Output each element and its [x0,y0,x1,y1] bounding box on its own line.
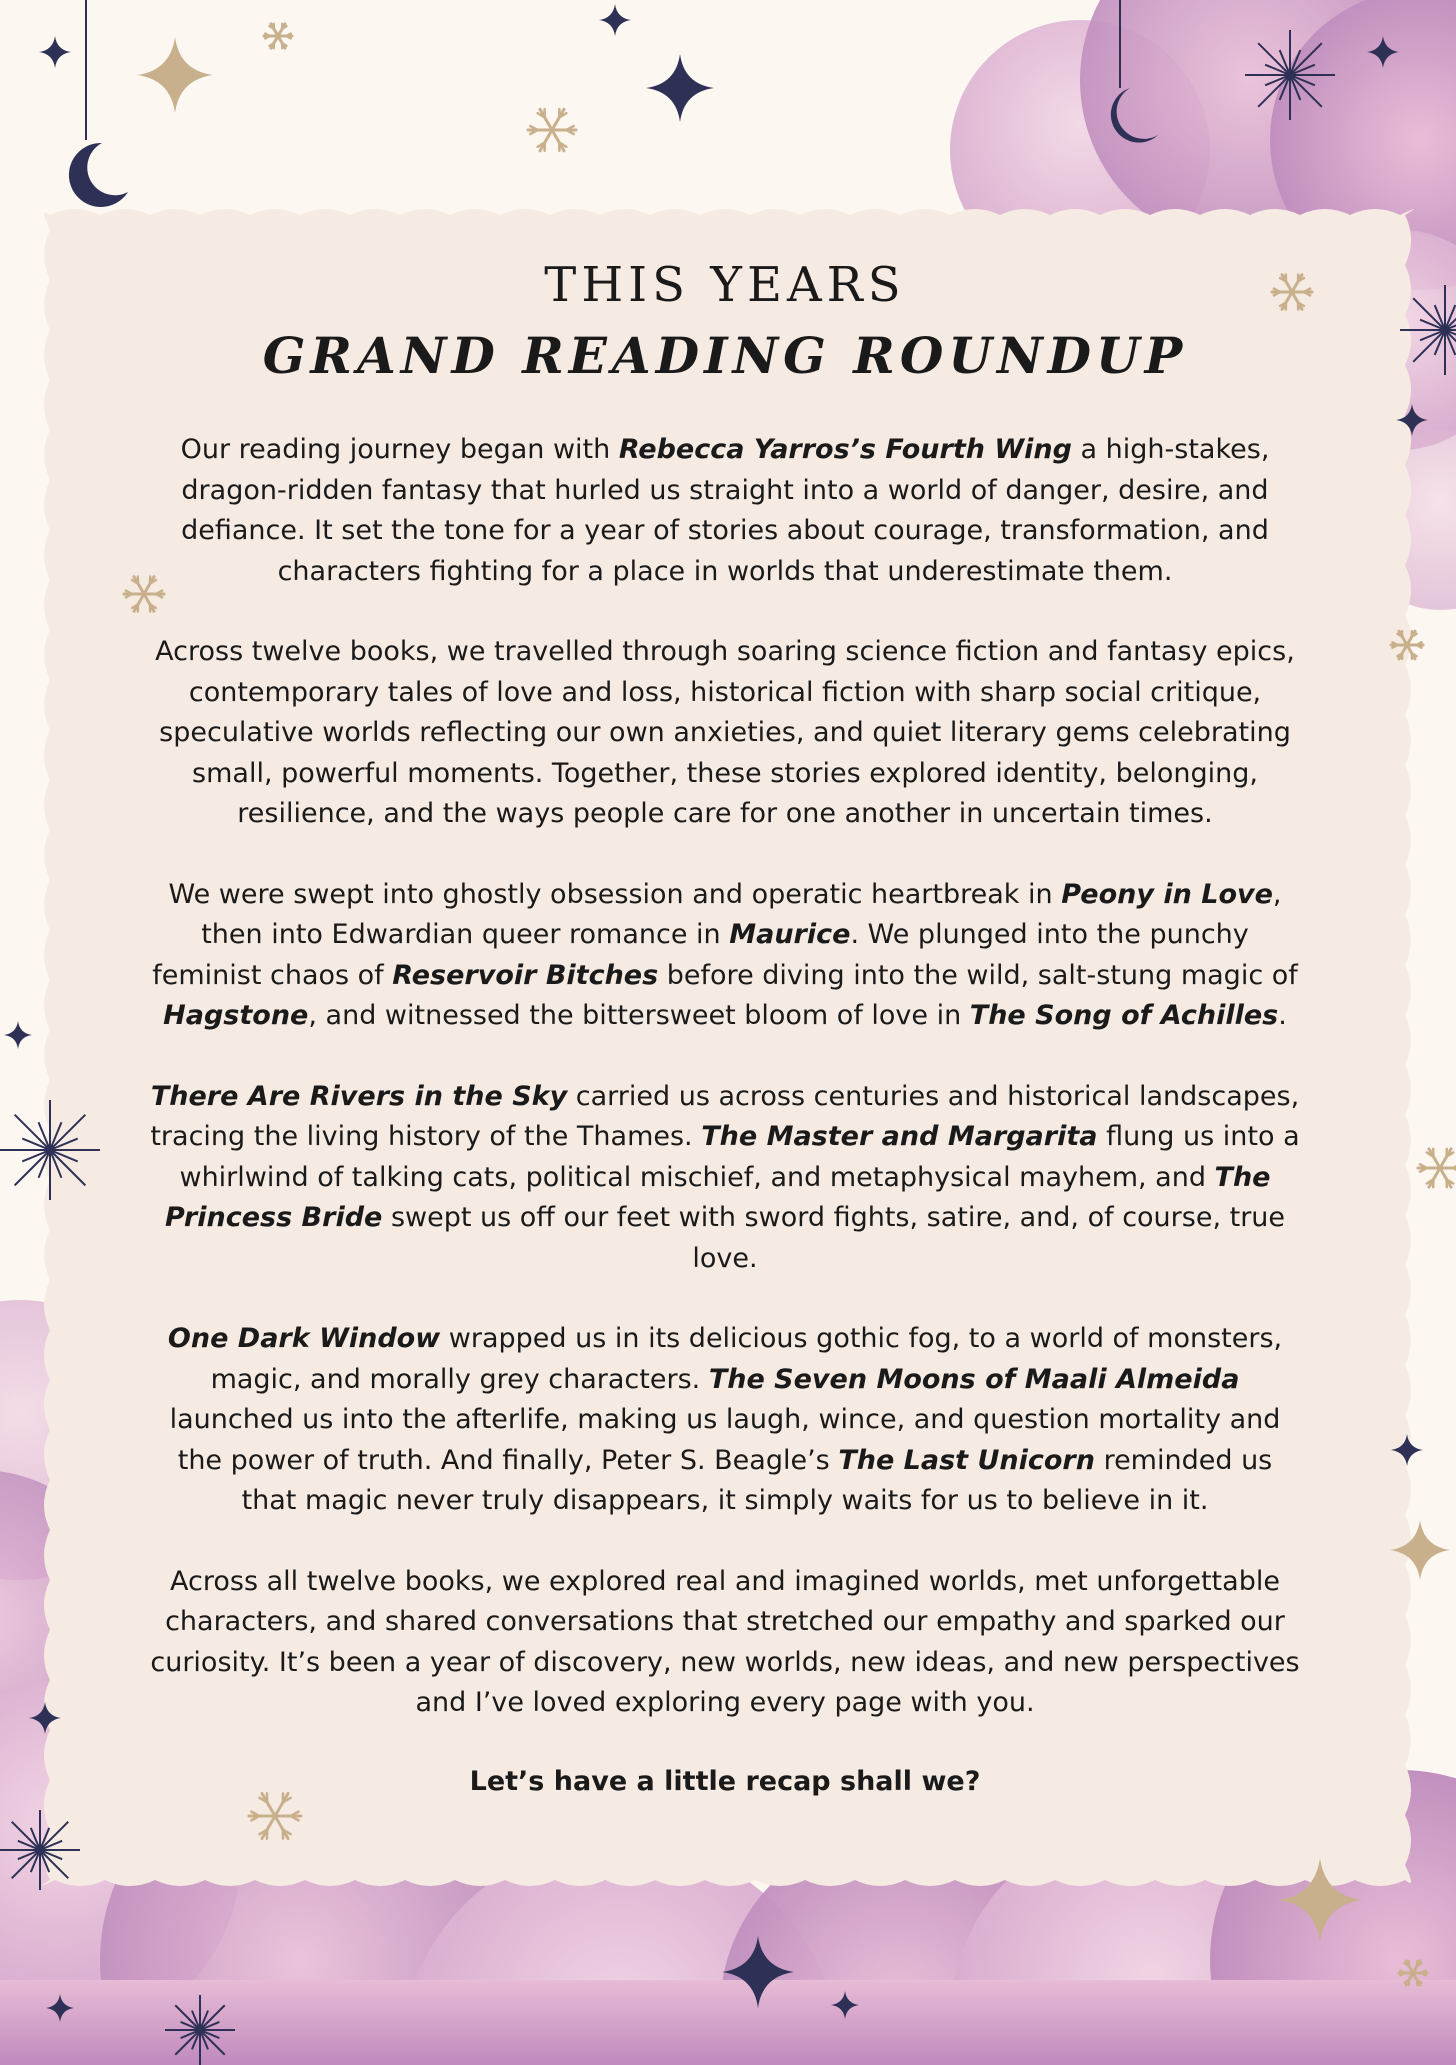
snowflake-icon [264,24,292,48]
crescent-moon-icon [69,0,128,207]
snowflake-icon [1418,1149,1456,1187]
paragraph-text: flung us into a whirlwind of talking cats, political mischief, and metaphysical mayhem, and [179,1121,1300,1193]
paragraph-text: Our reading journey began with [180,434,619,465]
book-title: One Dark Window [167,1323,441,1354]
title-line-2: GRAND READING ROUNDUP [262,326,1188,385]
paragraph-text: . We plunged into the punchy feminist chaos of [152,919,1249,991]
paragraph-text: reminded us that magic never truly disappears, it simply waits for us to believe in it. [241,1444,1273,1516]
book-title: Hagstone [163,1000,309,1031]
book-title: The Master and Margarita [701,1121,1098,1152]
paragraph-text: , and witnessed the bittersweet bloom of love in [308,1000,970,1031]
paragraph-romance [150,875,1300,1037]
paragraph-text: Across twelve books, we travelled through soaring science fiction and fantasy epics, contemporary tales of love and loss, historical fiction with sharp social critique, speculative worlds reflecting our own anxieties, and quiet literary gems celebrating small, powerful moments. Together, these stories explored identity, belonging, resilience, and the ways people care for one another in uncertain times. [155,636,1295,829]
title-line-1: THIS YEARS [544,257,906,313]
starburst-icon [0,1810,80,1890]
paragraph-text: carried us across centuries and historical landscapes, tracing the living history of the Thames. [150,1080,1300,1152]
paragraph-text: , then into Edwardian queer romance in [201,878,1282,950]
book-title: Peony in Love [1061,878,1273,910]
book-title: The Seven Moons of Maali Almeida [708,1363,1240,1395]
paragraph-genres [150,632,1300,835]
starburst-icon [1245,30,1335,120]
book-title: Reservoir Bitches [392,959,659,991]
paragraph-text: swept us off our feet with sword fights, satire, and, of course, true love. [382,1202,1286,1274]
paragraph-text: before diving into the wild, salt-stung magic of [658,959,1298,991]
starburst-icon [0,1100,100,1200]
sparkle-star-icon [646,54,714,122]
paragraph-text: Across all twelve books, we explored real and imagined worlds, met unforgettable characters, and shared conversations that stretched our empathy and sparked our curiosity. It’s been a year of discovery, new worlds, new ideas, and new perspectives and I’ve loved exploring every page with you. [150,1565,1300,1718]
book-title: Maurice [729,919,851,950]
paragraph-text: launched us into the afterlife, making us laugh, wince, and question mortality and the power of truth. And finally, Peter S. Beagle’s [169,1404,1281,1476]
snowflake-icon [528,109,576,151]
paragraph-finale [150,1319,1300,1522]
sparkle-star-icon [137,37,213,113]
book-title: Rebecca Yarros’s Fourth Wing [618,434,1072,465]
paragraph-text: . [1278,1000,1287,1031]
book-title: The Last Unicorn [838,1444,1095,1476]
paragraph-text: a high-stakes, dragon-ridden fantasy that hurled us straight into a world of danger, desire, and defiance. It set the tone for a year of stories about courage, transformation, and characters fighting for a place in worlds that underestimate them. [181,434,1270,587]
book-title: The Song of Achilles [969,1000,1279,1031]
sparkle-star-icon [4,1021,32,1049]
book-title: There Are Rivers in the Sky [150,1080,568,1112]
paragraph-intro [150,430,1300,592]
paragraph-text: We were swept into ghostly obsession and operatic heartbreak in [168,878,1062,910]
paragraph-adventure [150,1077,1300,1280]
closing-line: Let’s have a little recap shall we? [469,1765,981,1797]
starburst-icon [165,1995,235,2065]
sparkle-star-icon [599,4,631,36]
paragraph-text: wrapped us in its delicious gothic fog, to a world of monsters, magic, and morally grey characters. [210,1323,1283,1395]
content-area [150,250,1300,1802]
sparkle-star-icon [39,36,71,68]
paragraph-reflection [150,1562,1300,1724]
book-title: The Princess Bride [164,1161,1271,1233]
